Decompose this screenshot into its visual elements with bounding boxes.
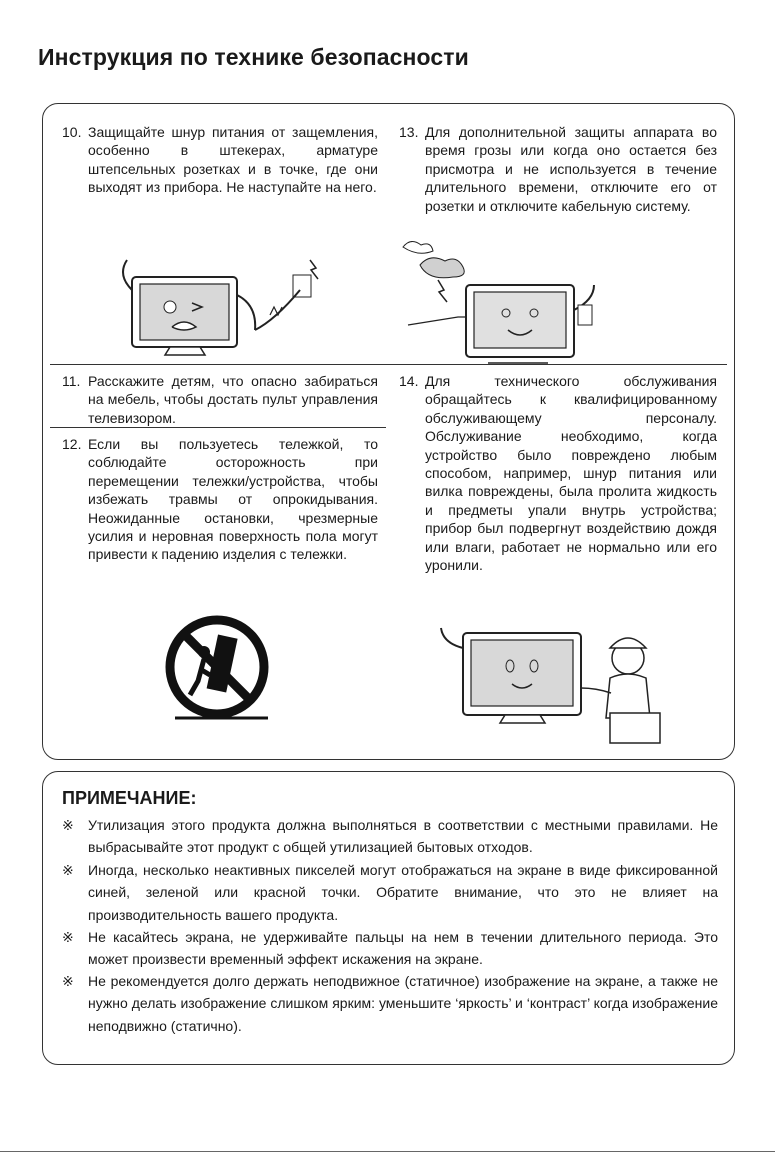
item-text: Защищайте шнур питания от защемления, особенно в штекерах, арматуре штепсельных розетках и в точке, где они выходят из прибора. Не наступайте на него. xyxy=(88,124,378,196)
instruction-item-10 xyxy=(62,123,378,197)
item-text: Если вы пользуетесь тележкой, то соблюдайте осторожность при перемещении тележки/устройства, чтобы избежать травмы от опрокидывания. Неожиданные остановки, чрезмерные усилия и неровная поверхность пола могут привести к падению изделия с тележки. xyxy=(88,436,378,563)
item-text: Для технического обслуживания обращайтесь к квалифицированному обслуживающему персоналу. Обслуживание необходимо, когда устройство было повреждено любым способом, например, шнур питания или вилка повреждены, была пролита жидкость и предметы упали внутрь устройства; прибор был подвергнут воздействию дождя или влаги, работает не нормально или его уронили. xyxy=(425,373,717,574)
note-text: Иногда, несколько неактивных пикселей могут отображаться на экране в виде фиксированной синей, зеленой или красной точки. Обратите внимание, что это не влияет на производительность вашего продукта. xyxy=(88,862,718,923)
reference-mark-icon: ※ xyxy=(62,862,74,878)
note-heading: ПРИМЕЧАНИЕ: xyxy=(62,788,197,808)
note-text: Утилизация этого продукта должна выполняться в соответствии с местными правилами. Не выбрасывайте этот продукт с общей утилизацией бытовых отходов. xyxy=(88,817,718,856)
instruction-item-14 xyxy=(399,372,717,574)
note-text: Не рекомендуется долго держать неподвижное (статичное) изображение на экране, а также не нужно делать изображение слишком ярким: уменьшите ‘яркость’ и ‘контраст’ когда изображение неподвижно (статично). xyxy=(88,973,718,1034)
item-text: Для дополнительной защиты аппарата во время грозы или когда оно остается без присмотра и не используется в течение длительного времени, отключите его от розетки и отключите кабельную систему. xyxy=(425,124,717,214)
cord-damage-illustration xyxy=(110,255,340,360)
reference-mark-icon: ※ xyxy=(62,817,74,833)
section-divider xyxy=(50,427,386,428)
note-text: Не касайтесь экрана, не удерживайте пальцы на нем в течении длительного периода. Это может произвести временный эффект искажения на экране. xyxy=(88,929,718,968)
item-number: 12. xyxy=(62,436,82,452)
cart-warning-icon xyxy=(160,614,275,724)
note-item-2 xyxy=(62,859,718,926)
item-number: 14. xyxy=(399,373,419,389)
reference-mark-icon: ※ xyxy=(62,973,74,989)
item-number: 11. xyxy=(62,373,81,389)
item-text: Расскажите детям, что опасно забираться на мебель, чтобы достать пульт управления телевизором. xyxy=(88,373,378,426)
reference-mark-icon: ※ xyxy=(62,929,74,945)
instruction-item-12 xyxy=(62,435,378,564)
item-number: 10. xyxy=(62,124,82,140)
page-bottom-rule xyxy=(0,1151,775,1152)
instruction-item-11 xyxy=(62,372,378,427)
note-item-3 xyxy=(62,926,718,971)
note-item-1 xyxy=(62,814,718,859)
page-title: Инструкция по технике безопасности xyxy=(38,44,469,70)
lightning-storm-illustration xyxy=(398,235,718,365)
service-technician-illustration xyxy=(430,618,670,753)
note-item-4 xyxy=(62,970,718,1037)
item-number: 13. xyxy=(399,124,419,140)
section-divider xyxy=(50,364,727,365)
instruction-item-13 xyxy=(399,123,717,215)
